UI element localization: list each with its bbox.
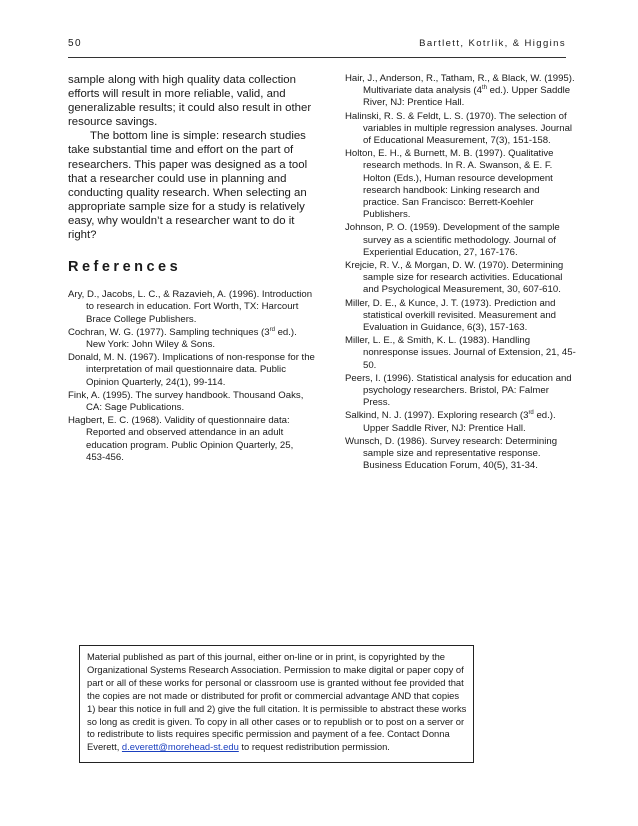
copyright-notice-box — [79, 645, 474, 763]
ordinal-suffix: rd — [528, 410, 534, 417]
reference-entry: Fink, A. (1995). The survey handbook. Thousand Oaks, CA: Sage Publications. — [68, 389, 304, 413]
left-column — [68, 73, 315, 465]
reference-text: ed.). Upper Saddle River, NJ: Prentice Hall. — [363, 410, 556, 434]
reference-text: ed.). New York: John Wiley & Sons. — [86, 326, 297, 350]
reference-text: Salkind, N. J. (1997). Exploring research (3 — [345, 410, 529, 422]
contact-email-link[interactable]: d.everett@morehead-st.edu — [121, 741, 239, 753]
right-column — [345, 73, 577, 474]
reference-entry: Miller, L. E., & Smith, K. L. (1983). Handling nonresponse issues. Journal of Extension, 21, 45-50. — [345, 335, 576, 371]
reference-text: Cochran, W. G. (1977). Sampling techniques (3 — [68, 326, 270, 338]
reference-entry: Wunsch, D. (1986). Survey research: Determining sample size and representative response. Business Education Forum, 40(5), 31-34. — [345, 435, 558, 472]
reference-entry: Ary, D., Jacobs, L. C., & Razavieh, A. (1996). Introduction to research in education. Fort Worth, TX: Harcourt Brace College Publishers. — [68, 289, 313, 325]
reference-text: ed.). Upper Saddle River, NJ: Prentice Hall. — [363, 85, 571, 109]
body-paragraph: The bottom line is simple: research studies take substantial time and effort on the part of researchers. This paper was designed as a tool that a researcher could use in planning and conducting quality research. When selecting an appropriate sample size for a study is relatively easy, why wouldn’t a researcher want to do it right? — [68, 130, 308, 242]
reference-entry — [68, 327, 315, 351]
reference-entry: Hagbert, E. C. (1968). Validity of questionnaire data: Reported and observed attendance in an adult education program. Public Opinion Quarterly, 25, 453-456. — [68, 415, 294, 463]
reference-entry: Johnson, P. O. (1959). Development of the sample survey as a scientific methodology. Journal of Experiential Education, 27, 167-176. — [345, 222, 560, 258]
reference-entry — [345, 410, 577, 434]
reference-entry: Peers, I. (1996). Statistical analysis for education and psychology researchers. Bristol, PA: Falmer Press. — [345, 372, 572, 409]
notice-end: to request redistribution permission. — [238, 741, 390, 753]
reference-entry: Miller, D. E., & Kunce, J. T. (1973). Prediction and statistical overkill revisited. Measurement and Evaluation in Guidance, 6(3), 157-163. — [345, 297, 557, 334]
reference-entry — [345, 73, 577, 110]
reference-entry: Halinski, R. S. & Feldt, L. S. (1970). The selection of variables in multiple regression analyses. Journal of Educational Measurement, 7(3), 151-158. — [345, 110, 573, 147]
header-rule — [68, 57, 566, 58]
body-paragraph: sample along with high quality data collection efforts will result in more reliable, valid, and generalizable results; it could also result in other resource savings. — [68, 74, 312, 129]
reference-entry: Krejcie, R. V., & Morgan, D. W. (1970). Determining sample size for research activities. Educational and Psychological Measurement, 30, 607-610. — [345, 260, 564, 296]
reference-text: Hair, J., Anderson, R., Tatham, R., & Black, W. (1995). Multivariate data analysis (4 — [345, 73, 575, 97]
reference-entry: Holton, E. H., & Burnett, M. B. (1997). Qualitative research methods. In R. A. Swanson, & E. F. Holton (Eds.), Human resource development research handbook: Linking research and practice. San Francisco: Berrett-Koehler Publishers. — [345, 148, 554, 221]
notice-body: Material published as part of this journal, either on-line or in print, is copyrighted by the Organizational Systems Research Association. Permission to make digital or paper copy of part or all of these works for personal or classroom use is granted without fee provided that the copies are not made or distributed for profit or commercial advantage AND that copies 1) bear this notice in full and 2) give the full citation. It is permissible to abstract these works so long as credit is given. To copy in all other cases or to republish or to post on a server or to redistribute to lists requires specific permission and payment of a fee. Contact Donna Everett, — [87, 651, 467, 753]
ordinal-suffix: rd — [269, 326, 275, 333]
reference-entry: Donald, M. N. (1967). Implications of non-response for the interpretation of mail questionnaire data. Public Opinion Quarterly, 24(1), 99-114. — [68, 352, 315, 388]
running-head-authors: Bartlett, Kotrlik, & Higgins — [419, 38, 566, 49]
references-heading: References — [68, 259, 182, 276]
running-header — [68, 38, 566, 52]
page-number: 50 — [68, 38, 83, 49]
ordinal-suffix: th — [481, 85, 487, 92]
copyright-notice-text — [87, 651, 467, 754]
